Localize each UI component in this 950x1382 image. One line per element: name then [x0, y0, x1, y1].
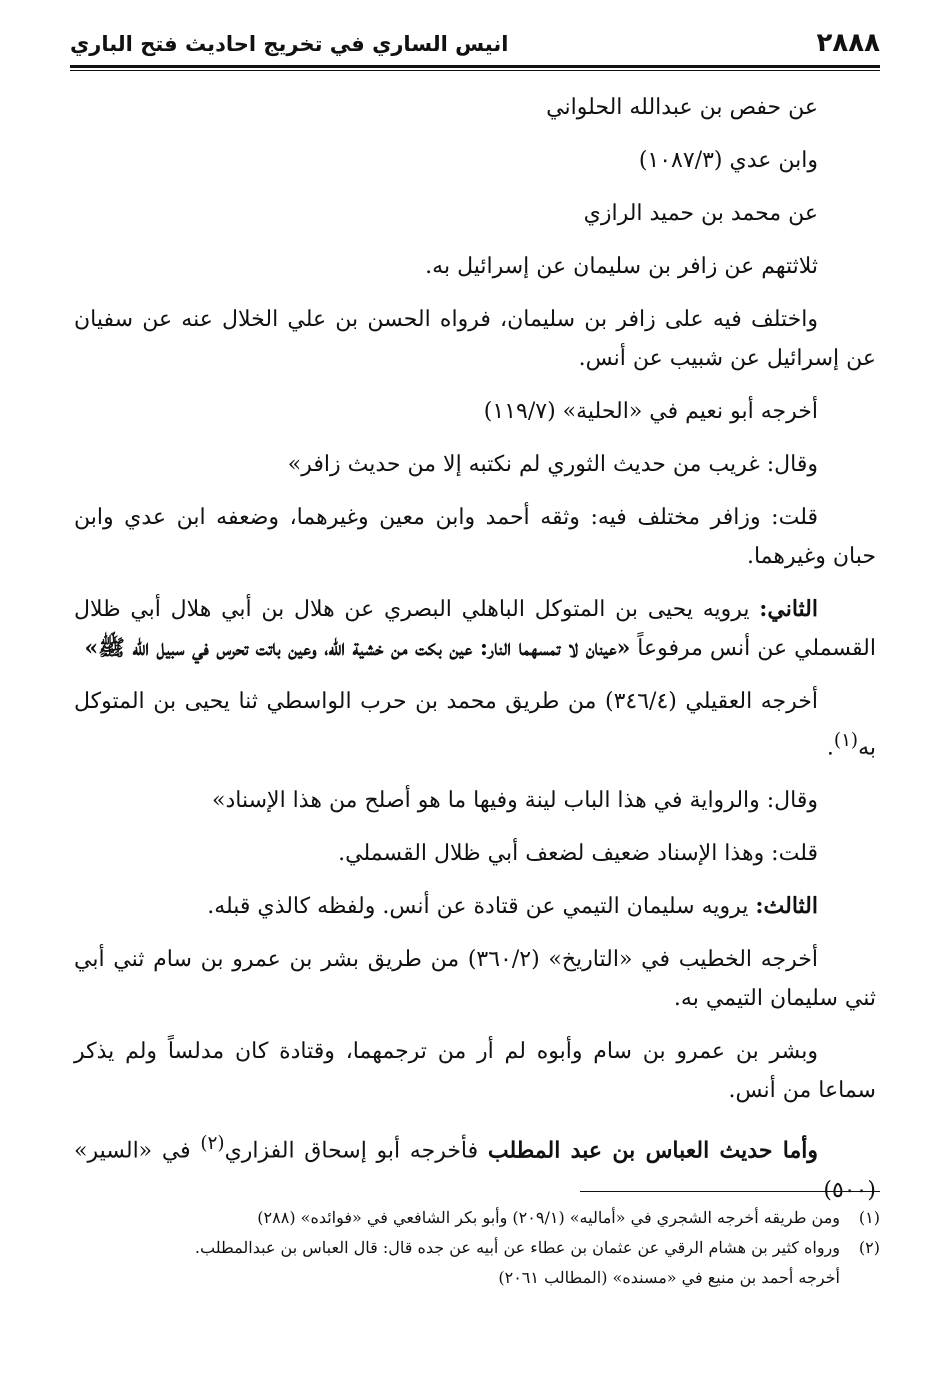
paragraph: عن محمد بن حميد الرازي	[583, 201, 818, 226]
footnote	[74, 1203, 880, 1233]
header-rule	[70, 65, 880, 68]
paragraph: أخرجه الخطيب في «التاريخ» (٣٦٠/٢) من طريق بشر بن عمرو بن سام ثني أبي ثني سليمان التيمي به.	[74, 947, 876, 1012]
paragraph-text: فأخرجه أبو إسحاق الفزاري	[224, 1138, 488, 1164]
main-text	[74, 88, 876, 1224]
footnote-number: (٢)	[858, 1238, 880, 1257]
paragraph: عن حفص بن عبدالله الحلواني	[546, 95, 818, 120]
paragraph-text: .	[826, 735, 834, 761]
paragraph	[74, 682, 876, 767]
footnote-number: (١)	[858, 1208, 880, 1227]
footnote-ref: (٢)	[200, 1133, 225, 1155]
paragraph-text: أخرجه العقيلي (٣٤٦/٤) من طريق محمد بن حرب الواسطي ثنا يحيى بن المتوكل به	[74, 689, 876, 761]
paragraph-second-narration	[74, 590, 876, 668]
paragraph-text: يرويه يحيى بن المتوكل الباهلي البصري عن هلال بن أبي هلال أبي ظلال القسملي عن أنس مرفوعاً	[74, 597, 876, 661]
page-number: ٢٨٨٨	[816, 28, 880, 58]
footnote-text: ومن طريقه أخرجه الشجري في «أماليه» (٢٠٩/١) وأبو بكر الشافعي في «فوائده» (٢٨٨)	[257, 1208, 840, 1227]
footnote-text: ورواه كثير بن هشام الرقي عن عثمان بن عطاء عن أبيه عن جده قال: قال العباس بن عبدالمطلب.	[194, 1238, 840, 1257]
bold-phrase: وأما حديث العباس بن عبد المطلب	[487, 1137, 819, 1164]
section-label: الثاني:	[759, 596, 818, 622]
paragraph: ثلاثتهم عن زافر بن سليمان عن إسرائيل به.	[425, 254, 818, 279]
paragraph: قلت: وزافر مختلف فيه: وثقه أحمد وابن معين وغيرهما، وضعفه ابن عدي وابن حبان وغيرهما.	[74, 505, 876, 569]
paragraph-text: في «السير» (٥٠٠)	[74, 1138, 876, 1203]
paragraph: وبشر بن عمرو بن سام وأبوه لم أر من ترجمهما، وقتادة كان مدلساً ولم يذكر سماعا من أنس.	[74, 1039, 876, 1104]
paragraph: واختلف فيه على زافر بن سليمان، فرواه الحسن بن علي الخلال عنه عن سفيان عن إسرائيل عن شبيب عن أنس.	[74, 307, 876, 371]
footnotes	[74, 1203, 880, 1293]
paragraph-text: يرويه سليمان التيمي عن قتادة عن أنس. ولفظه كالذي قبله.	[207, 894, 756, 920]
paragraph: قلت: وهذا الإسناد ضعيف لضعف أبي ظلال القسملي.	[338, 841, 818, 867]
footnote-rule	[580, 1191, 880, 1192]
running-title: انيس الساري في تخريج احاديث فتح الباري	[70, 32, 509, 56]
running-header	[70, 26, 880, 62]
footnote	[74, 1233, 880, 1263]
footnote-continuation: أخرجه أحمد بن منيع في «مسنده» (المطالب ٢٠٦١)	[498, 1268, 840, 1287]
paragraph: وقال: والرواية في هذا الباب لينة وفيها ما هو أصلح من هذا الإسناد»	[212, 788, 818, 814]
paragraph-abbas-narration	[74, 1124, 876, 1209]
paragraph: وابن عدي (١٠٨٧/٣)	[638, 148, 818, 173]
section-label: الثالث:	[755, 893, 818, 920]
footnote-ref: (١)	[833, 730, 859, 751]
header-rule-thin	[70, 70, 880, 71]
paragraph-third-narration	[74, 887, 876, 926]
paragraph: أخرجه أبو نعيم في «الحلية» (١١٩/٧)	[483, 399, 818, 424]
hadith-text: «عينان لا تمسهما النار: عين بكت من خشية الله، وعين باتت تحرس في سبيل الله ﷺ»	[84, 635, 631, 661]
paragraph: وقال: غريب من حديث الثوري لم نكتبه إلا من حديث زافر»	[287, 452, 818, 477]
